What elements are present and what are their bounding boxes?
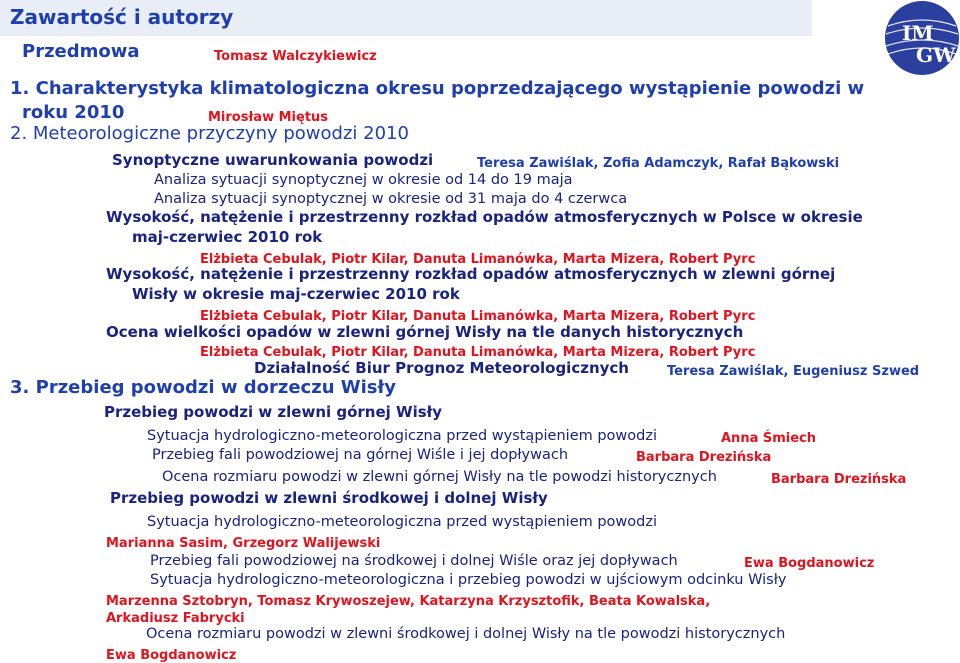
section-3-1b-line xyxy=(152,444,568,463)
section-2-5-author: Teresa Zawiślak, Eugeniusz Szwed xyxy=(667,364,920,379)
imgw-logo-icon xyxy=(884,0,960,76)
section-2-2-line-1 xyxy=(106,207,863,226)
section-2-3-title-1: Wysokość, natężenie i przestrzenny rozkład opadów atmosferycznych w zlewni górnej xyxy=(106,265,836,283)
section-3-2b-title: Przebieg fali powodziowej na środkowej i dolnej Wiśle oraz jej dopływach xyxy=(150,553,678,569)
section-2-1-title: Synoptyczne uwarunkowania powodzi xyxy=(112,151,434,169)
section-2-4-author: Elżbieta Cebulak, Piotr Kilar, Danuta Limanówka, Marta Mizera, Robert Pyrc xyxy=(200,345,756,360)
section-2-4-line xyxy=(106,322,743,341)
section-3-2a-author: Marianna Sasim, Grzegorz Walijewski xyxy=(106,536,381,551)
section-3-2d-author: Ewa Bogdanowicz xyxy=(106,648,237,663)
section-3-1-line xyxy=(104,402,442,421)
section-3-1-title: Przebieg powodzi w zlewni górnej Wisły xyxy=(104,403,442,421)
section-3-1c-author: Barbara Drezińska xyxy=(771,472,907,487)
section-3-2a-title: Sytuacja hydrologiczno-meteorologiczna przed wystąpieniem powodzi xyxy=(147,514,657,530)
section-3-2-line xyxy=(110,488,548,507)
chapter-2-line xyxy=(10,123,409,144)
section-2-1b-line xyxy=(154,188,627,207)
chapter-1-line-1 xyxy=(10,78,864,99)
przedmowa-author: Tomasz Walczykiewicz xyxy=(214,49,377,64)
section-3-1a-title: Sytuacja hydrologiczno-meteorologiczna przed wystąpieniem powodzi xyxy=(147,428,657,444)
section-3-2c-title: Sytuacja hydrologiczno-meteorologiczna i przebieg powodzi w ujściowym odcinku Wisły xyxy=(150,572,787,588)
section-2-5-author-line xyxy=(667,360,919,379)
section-2-1-line xyxy=(112,150,433,169)
section-3-1b-title: Przebieg fali powodziowej na górnej Wiśle i jej dopływach xyxy=(152,447,569,463)
chapter-1-author: Mirosław Miętus xyxy=(208,110,329,125)
section-3-1c-line xyxy=(162,466,717,485)
chapter-1-title-1: 1. Charakterystyka klimatologiczna okresu poprzedzającego wystąpienie powodzi w xyxy=(10,78,865,99)
section-2-1a-line xyxy=(154,169,573,188)
chapter-1-line-2 xyxy=(22,102,124,123)
section-3-2a-line xyxy=(147,511,657,530)
section-3-1a-author-line xyxy=(721,427,816,446)
section-2-3-title-2: Wisły w okresie maj-czerwiec 2010 rok xyxy=(132,285,460,303)
section-2-2-line-2 xyxy=(132,227,322,246)
section-2-3-line-1 xyxy=(106,264,835,283)
chapter-3-line xyxy=(10,377,396,398)
section-3-1c-title: Ocena rozmiaru powodzi w zlewni górnej Wisły na tle powodzi historycznych xyxy=(162,469,717,485)
section-3-2d-author-line xyxy=(106,644,236,663)
section-2-3-author: Elżbieta Cebulak, Piotr Kilar, Danuta Limanówka, Marta Mizera, Robert Pyrc xyxy=(200,309,756,324)
svg-text:GW: GW xyxy=(916,43,956,67)
section-3-2c-line xyxy=(150,569,786,588)
section-2-1-author: Teresa Zawiślak, Zofia Adamczyk, Rafał Bąkowski xyxy=(477,156,840,171)
section-3-2c-author-1: Marzenna Sztobryn, Tomasz Krywoszejew, Katarzyna Krzysztofik, Beata Kowalska, xyxy=(106,594,711,609)
section-3-1b-author: Barbara Drezińska xyxy=(636,450,772,465)
section-3-2b-line xyxy=(150,550,678,569)
section-3-2d-line xyxy=(146,623,785,642)
section-2-5-title: Działalność Biur Prognoz Meteorologicznych xyxy=(254,359,629,377)
section-3-2d-title: Ocena rozmiaru powodzi w zlewni środkowej i dolnej Wisły na tle powodzi historycznych xyxy=(146,626,786,642)
section-3-1a-author: Anna Śmiech xyxy=(721,431,817,446)
svg-text:IM: IM xyxy=(902,21,934,45)
section-2-1a-title: Analiza sytuacji synoptycznej w okresie od 14 do 19 maja xyxy=(154,172,573,188)
section-2-1b-title: Analiza sytuacji synoptycznej w okresie od 31 maja do 4 czerwca xyxy=(154,191,628,207)
przedmowa-author-line xyxy=(214,45,377,64)
section-2-5-line xyxy=(254,358,629,377)
section-2-2-title-1: Wysokość, natężenie i przestrzenny rozkład opadów atmosferycznych w Polsce w okresie xyxy=(106,208,863,226)
section-3-2c-author-2: Arkadiusz Fabrycki xyxy=(106,611,245,626)
section-3-1c-author-line xyxy=(771,468,906,487)
chapter-1-title-2: roku 2010 xyxy=(22,102,125,123)
chapter-2-title: 2. Meteorologiczne przyczyny powodzi 2010 xyxy=(10,123,409,144)
section-2-2-author: Elżbieta Cebulak, Piotr Kilar, Danuta Limanówka, Marta Mizera, Robert Pyrc xyxy=(200,252,756,267)
section-3-2a-author-line xyxy=(106,532,380,551)
section-2-3-line-2 xyxy=(132,284,460,303)
page-title: Zawartość i autorzy xyxy=(10,5,234,29)
section-3-1a-line xyxy=(147,425,657,444)
section-2-2-title-2: maj-czerwiec 2010 rok xyxy=(132,228,323,246)
section-3-2-title: Przebieg powodzi w zlewni środkowej i dolnej Wisły xyxy=(110,489,548,507)
chapter-3-title: 3. Przebieg powodzi w dorzeczu Wisły xyxy=(10,377,396,398)
przedmowa-line xyxy=(22,41,140,62)
section-3-1b-author-line xyxy=(636,446,771,465)
section-3-2b-author: Ewa Bogdanowicz xyxy=(744,556,875,571)
przedmowa-heading: Przedmowa xyxy=(22,41,140,62)
section-2-4-title: Ocena wielkości opadów w zlewni górnej Wisły na tle danych historycznych xyxy=(106,323,744,341)
